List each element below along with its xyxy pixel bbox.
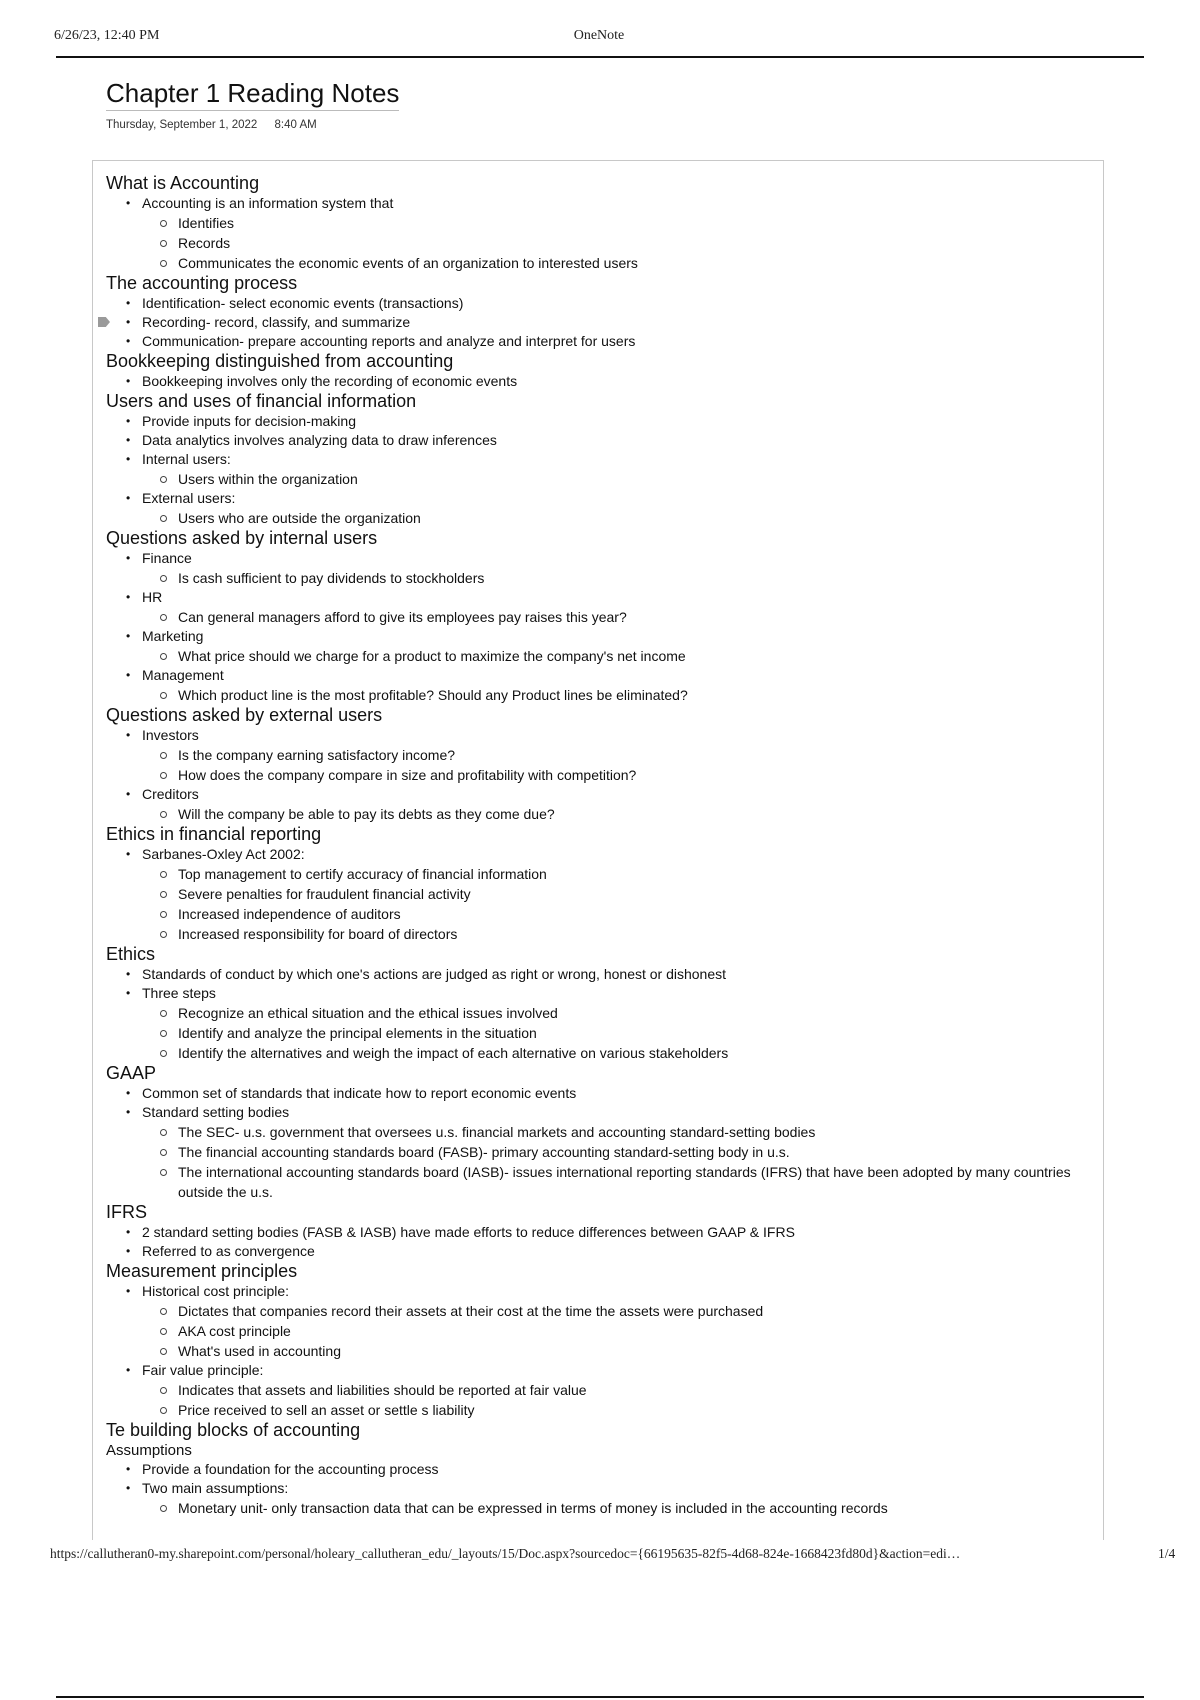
bullet-item[interactable] <box>106 666 1096 705</box>
note-outline <box>106 173 1096 1518</box>
section-heading[interactable]: What is Accounting <box>106 173 260 193</box>
bullet-item[interactable] <box>106 372 1096 391</box>
sub-bullet-item[interactable]: Severe penalties for fraudulent financial activity <box>106 884 1096 904</box>
note-section <box>106 824 1096 944</box>
sub-bullet-item[interactable]: AKA cost principle <box>106 1321 1096 1341</box>
note-section <box>106 1420 1096 1518</box>
section-heading[interactable]: The accounting process <box>106 273 298 293</box>
sub-bullet-item[interactable]: What's used in accounting <box>106 1341 1096 1361</box>
bullet-text: Common set of standards that indicate how to report economic events <box>142 1085 577 1101</box>
bullet-item[interactable] <box>106 726 1096 785</box>
sub-bullet-item[interactable]: Identify and analyze the principal elements in the situation <box>106 1023 1096 1043</box>
bullet-list <box>106 845 1096 944</box>
section-heading[interactable]: Bookkeeping distinguished from accounting <box>106 351 454 371</box>
bullet-text: Recording- record, classify, and summarize <box>142 314 411 330</box>
bullet-text: External users: <box>142 490 236 506</box>
bullet-text: Three steps <box>142 985 216 1001</box>
bullet-item[interactable] <box>106 489 1096 528</box>
sub-bullet-list <box>142 1380 1096 1420</box>
bullet-text: Historical cost principle: <box>142 1283 290 1299</box>
bullet-text: Data analytics involves analyzing data to draw inferences <box>142 432 497 448</box>
sub-bullet-item[interactable]: Monetary unit- only transaction data that can be expressed in terms of money is included in the accounting records <box>106 1498 1096 1518</box>
note-section <box>106 273 1096 351</box>
bullet-item[interactable] <box>106 627 1096 666</box>
bullet-item[interactable] <box>106 412 1096 431</box>
bullet-list <box>106 965 1096 1063</box>
sub-bullet-list <box>142 607 1096 627</box>
note-section <box>106 1063 1096 1202</box>
bullet-text: Referred to as convergence <box>142 1243 315 1259</box>
sub-bullet-item[interactable]: The SEC- u.s. government that oversees u.s. financial markets and accounting standard-setting bodies <box>106 1122 1096 1142</box>
page-date: Thursday, September 1, 2022 <box>106 119 258 131</box>
sub-bullet-item[interactable]: What price should we charge for a product to maximize the company's net income <box>106 646 1096 666</box>
sub-bullet-item[interactable]: Identify the alternatives and weigh the impact of each alternative on various stakeholders <box>106 1043 1096 1063</box>
sub-bullet-item[interactable]: Dictates that companies record their assets at their cost at the time the assets were purchased <box>106 1301 1096 1321</box>
note-container[interactable] <box>92 160 1104 1540</box>
sub-bullet-item[interactable]: Records <box>106 233 1096 253</box>
bullet-list <box>106 194 1096 273</box>
bullet-item[interactable] <box>106 984 1096 1063</box>
bullet-text: Two main assumptions: <box>142 1480 289 1496</box>
sub-bullet-item[interactable]: Identifies <box>106 213 1096 233</box>
bullet-text: Finance <box>142 550 192 566</box>
bullet-text: Investors <box>142 727 199 743</box>
page-title[interactable]: Chapter 1 Reading Notes <box>106 78 399 111</box>
bullet-text: Bookkeeping involves only the recording of economic events <box>142 373 518 389</box>
bullet-text: Standards of conduct by which one's actions are judged as right or wrong, honest or dishonest <box>142 966 727 982</box>
bullet-item[interactable] <box>106 845 1096 944</box>
bullet-item[interactable] <box>106 965 1096 984</box>
sub-bullet-item[interactable]: Is the company earning satisfactory income? <box>106 745 1096 765</box>
bullet-text: Communication- prepare accounting reports and analyze and interpret for users <box>142 333 636 349</box>
sub-bullet-list <box>142 646 1096 666</box>
bullet-text: Standard setting bodies <box>142 1104 290 1120</box>
bullet-item[interactable] <box>106 1103 1096 1202</box>
bullet-text: Accounting is an information system that <box>142 195 394 211</box>
bullet-item[interactable] <box>106 1242 1096 1261</box>
section-heading[interactable]: Users and uses of financial information <box>106 391 417 411</box>
bullet-item[interactable] <box>106 588 1096 627</box>
bullet-list <box>106 1223 1096 1261</box>
sub-bullet-list <box>142 804 1096 824</box>
sub-bullet-item[interactable]: The financial accounting standards board (FASB)- primary accounting standard-setting body in u.s. <box>106 1142 1096 1162</box>
bullet-item[interactable] <box>106 1084 1096 1103</box>
section-heading[interactable]: Measurement principles <box>106 1261 298 1281</box>
note-section <box>106 528 1096 705</box>
app-name: OneNote <box>573 28 625 43</box>
page-datetime <box>106 119 317 131</box>
bullet-item[interactable] <box>106 1460 1096 1479</box>
bullet-text: Sarbanes-Oxley Act 2002: <box>142 846 305 862</box>
section-heading[interactable]: IFRS <box>106 1202 148 1222</box>
section-heading[interactable]: Ethics <box>106 944 156 964</box>
section-heading[interactable]: Te building blocks of accounting <box>106 1420 361 1440</box>
sub-bullet-item[interactable]: Is cash sufficient to pay dividends to stockholders <box>106 568 1096 588</box>
note-section <box>106 705 1096 824</box>
note-section <box>106 1261 1096 1420</box>
bullet-list <box>106 726 1096 824</box>
sub-bullet-item[interactable]: Communicates the economic events of an organization to interested users <box>106 253 1096 273</box>
note-section <box>106 1202 1096 1261</box>
bullet-text: Provide a foundation for the accounting process <box>142 1461 439 1477</box>
sub-bullet-item[interactable]: Which product line is the most profitable? Should any Product lines be eliminated? <box>106 685 1096 705</box>
section-heading[interactable]: Questions asked by internal users <box>106 528 378 548</box>
sub-bullet-list <box>142 864 1096 944</box>
section-heading[interactable]: Ethics in financial reporting <box>106 824 322 844</box>
note-section <box>106 173 1096 273</box>
bullet-item[interactable] <box>106 313 1096 332</box>
sub-bullet-item[interactable]: Indicates that assets and liabilities should be reported at fair value <box>106 1380 1096 1400</box>
bullet-item[interactable] <box>106 332 1096 351</box>
sub-bullet-item[interactable]: Users within the organization <box>106 469 1096 489</box>
sub-bullet-list <box>142 1003 1096 1063</box>
sub-bullet-item[interactable]: Can general managers afford to give its employees pay raises this year? <box>106 607 1096 627</box>
section-subheading[interactable]: Assumptions <box>106 1442 192 1459</box>
print-timestamp: 6/26/23, 12:40 PM <box>54 28 160 43</box>
bullet-list <box>106 294 1096 351</box>
sub-bullet-item[interactable]: Top management to certify accuracy of financial information <box>106 864 1096 884</box>
bullet-text: HR <box>142 589 163 605</box>
bullet-item[interactable] <box>106 1282 1096 1361</box>
bullet-list <box>106 1084 1096 1202</box>
footer-url: https://callutheran0-my.sharepoint.com/personal/holeary_callutheran_edu/_layouts/15/Doc.aspx?sourcedoc={66195635-82f5-4d68-824e-1668423fd80d}&action=edi… <box>50 1546 961 1561</box>
sub-bullet-list <box>142 508 1096 528</box>
bullet-item[interactable] <box>106 294 1096 313</box>
bottom-divider <box>56 1696 1144 1698</box>
bullet-text: Creditors <box>142 786 199 802</box>
bullet-item[interactable] <box>106 450 1096 489</box>
bullet-item[interactable] <box>106 194 1096 273</box>
bullet-list <box>106 1282 1096 1420</box>
sub-bullet-item[interactable]: Increased responsibility for board of directors <box>106 924 1096 944</box>
sub-bullet-list <box>142 1122 1096 1202</box>
bullet-text: Management <box>142 667 224 683</box>
bullet-text: Internal users: <box>142 451 231 467</box>
sub-bullet-item[interactable]: How does the company compare in size and profitability with competition? <box>106 765 1096 785</box>
bullet-list <box>106 549 1096 705</box>
note-tag-icon[interactable] <box>98 317 110 327</box>
sub-bullet-list <box>142 1301 1096 1361</box>
bullet-text: Identification- select economic events (transactions) <box>142 295 464 311</box>
footer-page-indicator: 1/4 <box>1158 1546 1176 1561</box>
sub-bullet-list <box>142 745 1096 785</box>
section-heading[interactable]: GAAP <box>106 1063 157 1083</box>
sub-bullet-item[interactable]: Users who are outside the organization <box>106 508 1096 528</box>
bullet-item[interactable] <box>106 785 1096 824</box>
sub-bullet-item[interactable]: The international accounting standards board (IASB)- issues international reporting standards (IFRS) that have been adopted by many countries outside the u.s. <box>106 1162 1096 1202</box>
section-heading[interactable]: Questions asked by external users <box>106 705 383 725</box>
bullet-list <box>106 412 1096 528</box>
header-divider <box>56 56 1144 58</box>
bullet-item[interactable] <box>106 1223 1096 1242</box>
sub-bullet-item[interactable]: Will the company be able to pay its debts as they come due? <box>106 804 1096 824</box>
sub-bullet-list <box>142 1498 1096 1518</box>
bullet-item[interactable] <box>106 431 1096 450</box>
bullet-text: Provide inputs for decision-making <box>142 413 356 429</box>
note-section <box>106 391 1096 528</box>
sub-bullet-list <box>142 213 1096 273</box>
bullet-item[interactable] <box>106 1479 1096 1518</box>
sub-bullet-item[interactable]: Price received to sell an asset or settle s liability <box>106 1400 1096 1420</box>
note-section <box>106 944 1096 1063</box>
page-time: 8:40 AM <box>274 119 317 131</box>
bullet-list <box>106 1460 1096 1518</box>
bullet-text: 2 standard setting bodies (FASB & IASB) have made efforts to reduce differences between GAAP & IFRS <box>142 1224 795 1240</box>
bullet-item[interactable] <box>106 549 1096 588</box>
sub-bullet-list <box>142 469 1096 489</box>
bullet-list <box>106 372 1096 391</box>
sub-bullet-item[interactable]: Recognize an ethical situation and the ethical issues involved <box>106 1003 1096 1023</box>
sub-bullet-list <box>142 568 1096 588</box>
bullet-text: Fair value principle: <box>142 1362 264 1378</box>
note-section <box>106 351 1096 391</box>
sub-bullet-list <box>142 685 1096 705</box>
bullet-item[interactable] <box>106 1361 1096 1420</box>
sub-bullet-item[interactable]: Increased independence of auditors <box>106 904 1096 924</box>
bullet-text: Marketing <box>142 628 204 644</box>
print-header <box>54 28 1144 58</box>
